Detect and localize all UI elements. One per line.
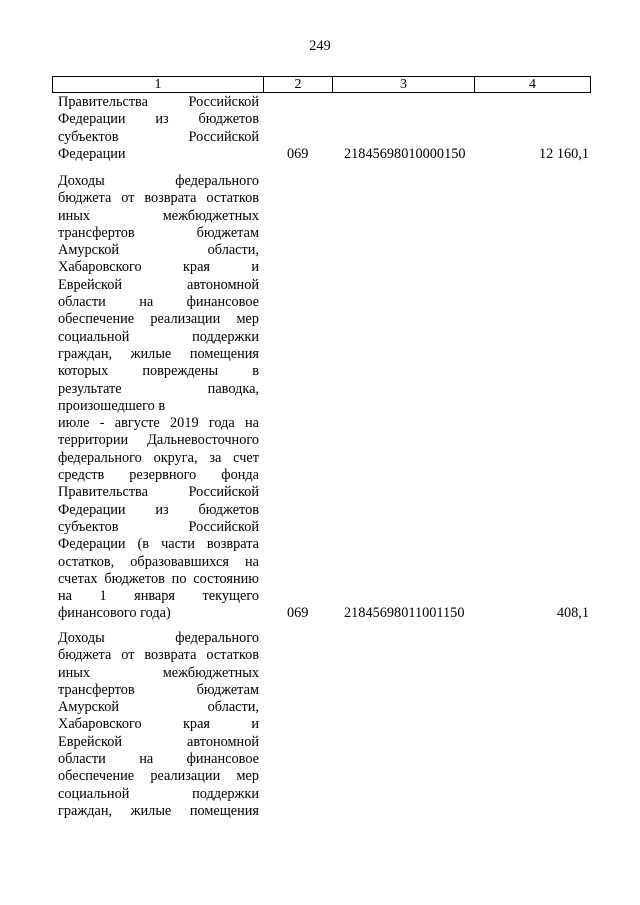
description-line: финансового года) [58,605,171,622]
description-line: Амурской области, [58,699,259,716]
row-description [58,173,259,623]
row-description [58,630,259,820]
description-line: Федерации из бюджетов [58,111,259,128]
description-line: обеспечение реализации мер [58,311,259,328]
description-line: на 1 января текущего [58,588,259,605]
description-line: области на финансовое [58,294,259,311]
description-line: иных межбюджетных [58,664,259,681]
description-line: граждан, жилые помещения [58,345,259,362]
description-line: июле - августе 2019 года на [58,415,259,432]
kbk-code: 21845698010000150 [344,146,466,162]
amount: 12 160,1 [538,146,589,162]
row-description [58,94,259,163]
table-header [52,76,591,93]
description-line: Еврейской автономной [58,276,259,293]
page-number: 249 [309,38,331,54]
description-line: счетах бюджетов по состоянию [58,570,259,587]
description-line: территории Дальневосточного [58,432,259,449]
description-line: которых повреждены в [58,363,259,380]
admin-code: 069 [287,605,309,621]
description-line: трансфертов бюджетам [58,681,259,698]
description-line: Доходы федерального [58,173,259,189]
kbk-code: 21845698011001150 [344,605,465,621]
description-line: федерального округа, за счет [58,449,259,466]
description-line: результате паводка, [58,380,259,397]
description-line: средств резервного фонда [58,467,259,484]
column-header-4: 4 [475,77,591,93]
description-line: социальной поддержки [58,328,259,345]
description-line: Амурской области, [58,242,259,259]
description-line: обеспечение реализации мер [58,768,259,785]
description-line: Доходы федерального [58,630,259,646]
column-header-2: 2 [264,77,333,93]
description-line: Федерации [58,145,126,162]
description-line: Правительства Российской [58,484,259,501]
description-line: Федерации (в части возврата [58,536,259,553]
description-line: остатков, образовавшихся на [58,553,259,570]
admin-code: 069 [287,146,309,162]
description-line: бюджета от возврата остатков [58,647,259,664]
description-line: субъектов Российской [58,518,259,535]
column-header-1: 1 [53,77,264,93]
description-line: Федерации из бюджетов [58,501,259,518]
description-line: Хабаровского края и [58,259,259,276]
description-line: субъектов Российской [58,128,259,145]
description-line: произошедшего в [58,397,166,414]
amount: 408,1 [556,605,589,621]
description-line: бюджета от возврата остатков [58,190,259,207]
description-line: социальной поддержки [58,785,259,802]
description-line: иных межбюджетных [58,207,259,224]
description-line: граждан, жилые помещения [58,802,259,819]
column-header-3: 3 [333,77,475,93]
description-line: Правительства Российской [58,94,259,110]
description-line: Еврейской автономной [58,733,259,750]
description-line: Хабаровского края и [58,716,259,733]
description-line: трансфертов бюджетам [58,224,259,241]
description-line: области на финансовое [58,751,259,768]
